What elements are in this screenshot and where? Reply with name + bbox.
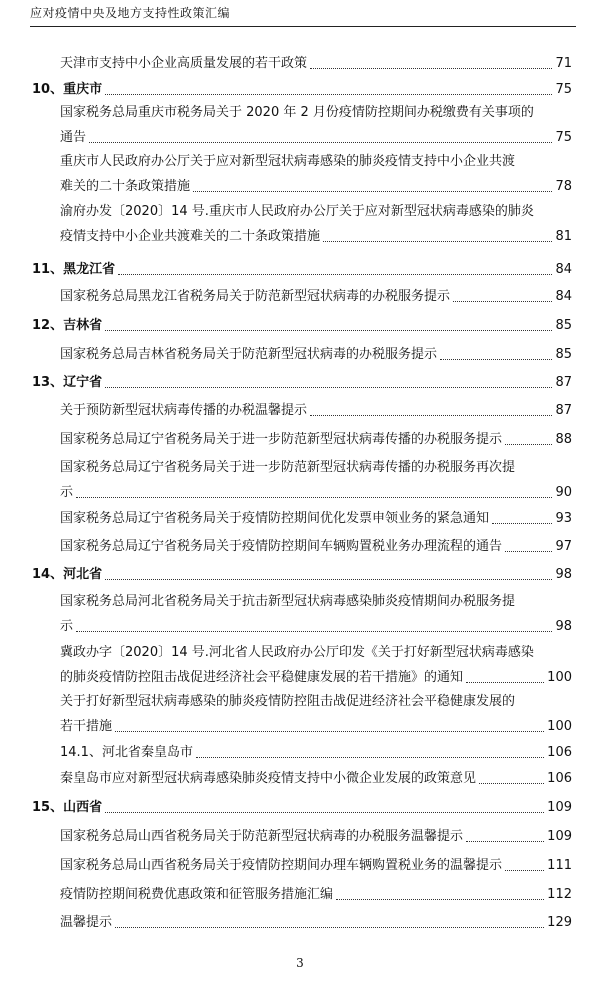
toc-page-number: 84	[555, 262, 572, 277]
toc-entry-title: 国家税务总局黑龙江省税务局关于防范新型冠状病毒的办税服务提示	[60, 289, 451, 304]
toc-page-number: 85	[555, 318, 572, 333]
running-header: 应对疫情中央及地方支持性政策汇编	[30, 6, 231, 20]
toc-entry-title: 关于打好新型冠状病毒感染的肺炎疫情防控阻击战促进经济社会平稳健康发展的	[60, 694, 516, 709]
dot-leader	[505, 870, 544, 871]
toc-page-number: 129	[547, 915, 572, 930]
dot-leader	[105, 812, 544, 813]
toc-page-number: 87	[555, 403, 572, 418]
toc-entry-title: 国家税务总局辽宁省税务局关于疫情防控期间优化发票申领业务的紧急通知	[60, 511, 490, 526]
toc-page-number: 87	[555, 375, 572, 390]
toc-entry-title: 12、吉林省	[32, 318, 103, 333]
toc-entry-title: 14.1、河北省秦皇岛市	[60, 745, 193, 760]
page-number: 3	[296, 956, 304, 970]
toc-entry-title: 国家税务总局河北省税务局关于抗击新型冠状病毒感染肺炎疫情期间办税服务提	[60, 594, 516, 609]
dot-leader	[453, 301, 552, 302]
toc-entry-title: 国家税务总局辽宁省税务局关于疫情防控期间车辆购置税业务办理流程的通告	[60, 539, 503, 554]
dot-leader	[492, 523, 552, 524]
dot-leader	[193, 191, 552, 192]
toc-entry-title: 10、重庆市	[32, 82, 103, 97]
toc-entry-title: 疫情支持中小企业共渡难关的二十条政策措施	[60, 229, 321, 244]
toc-entry-title: 国家税务总局山西省税务局关于疫情防控期间办理车辆购置税业务的温馨提示	[60, 858, 503, 873]
toc-page-number: 100	[547, 670, 572, 685]
dot-leader	[115, 927, 544, 928]
toc-entry-title: 若干措施	[60, 719, 113, 734]
toc-entry-title: 示	[60, 619, 74, 634]
dot-leader	[505, 444, 552, 445]
toc-entry-title: 难关的二十条政策措施	[60, 179, 191, 194]
dot-leader	[196, 757, 544, 758]
toc-entry-title: 天津市支持中小企业高质量发展的若干政策	[60, 56, 308, 71]
toc-entry-title: 的肺炎疫情防控阻击战促进经济社会平稳健康发展的若干措施》的通知	[60, 670, 464, 685]
dot-leader	[505, 551, 552, 552]
toc-entry-title: 国家税务总局吉林省税务局关于防范新型冠状病毒的办税服务提示	[60, 347, 438, 362]
toc-page-number: 112	[547, 887, 572, 902]
toc-page-number: 85	[555, 347, 572, 362]
toc-entry-title: 疫情防控期间税费优惠政策和征管服务措施汇编	[60, 887, 334, 902]
toc-page-number: 75	[555, 82, 572, 97]
toc-page-number: 98	[555, 567, 572, 582]
toc-page-number: 100	[547, 719, 572, 734]
toc-entry-title: 11、黑龙江省	[32, 262, 116, 277]
dot-leader	[89, 142, 552, 143]
dot-leader	[105, 579, 552, 580]
toc-page-number: 75	[555, 130, 572, 145]
toc-entry-title: 关于预防新型冠状病毒传播的办税温馨提示	[60, 403, 308, 418]
toc-entry-title: 重庆市人民政府办公厅关于应对新型冠状病毒感染的肺炎疫情支持中小企业共渡	[60, 154, 516, 169]
toc-page-number: 111	[547, 858, 572, 873]
dot-leader	[466, 841, 544, 842]
dot-leader	[440, 359, 552, 360]
toc-page-number: 109	[547, 829, 572, 844]
toc-page-number: 88	[555, 432, 572, 447]
toc-entry-title: 渝府办发〔2020〕14 号.重庆市人民政府办公厅关于应对新型冠状病毒感染的肺炎	[60, 204, 534, 219]
toc-page-number: 90	[555, 485, 572, 500]
dot-leader	[105, 94, 552, 95]
dot-leader	[118, 274, 552, 275]
toc-page-number: 84	[555, 289, 572, 304]
dot-leader	[76, 631, 552, 632]
toc-entry-title: 国家税务总局辽宁省税务局关于进一步防范新型冠状病毒传播的办税服务提示	[60, 432, 503, 447]
dot-leader	[479, 783, 544, 784]
dot-leader	[76, 497, 552, 498]
dot-leader	[115, 731, 544, 732]
toc-page-number: 106	[547, 745, 572, 760]
toc-page-number: 78	[555, 179, 572, 194]
dot-leader	[105, 330, 552, 331]
toc-page-number: 71	[555, 56, 572, 71]
dot-leader	[336, 899, 544, 900]
dot-leader	[310, 68, 552, 69]
toc-entry-title: 温馨提示	[60, 915, 113, 930]
toc-page-number: 106	[547, 771, 572, 786]
toc-page-number: 98	[555, 619, 572, 634]
toc-entry-title: 15、山西省	[32, 800, 103, 815]
toc-entry-title: 国家税务总局山西省税务局关于防范新型冠状病毒的办税服务温馨提示	[60, 829, 464, 844]
toc-page-number: 109	[547, 800, 572, 815]
toc-page-number: 97	[555, 539, 572, 554]
toc-entry-title: 国家税务总局辽宁省税务局关于进一步防范新型冠状病毒传播的办税服务再次提	[60, 460, 516, 475]
dot-leader	[466, 682, 544, 683]
toc-entry-title: 秦皇岛市应对新型冠状病毒感染肺炎疫情支持中小微企业发展的政策意见	[60, 771, 477, 786]
toc-entry-title: 国家税务总局重庆市税务局关于 2020 年 2 月份疫情防控期间办税缴费有关事项的	[60, 105, 534, 120]
toc-entry-title: 冀政办字〔2020〕14 号.河北省人民政府办公厅印发《关于打好新型冠状病毒感染	[60, 645, 534, 660]
dot-leader	[310, 415, 552, 416]
toc-entry-title: 14、河北省	[32, 567, 103, 582]
toc-entry-title: 通告	[60, 130, 87, 145]
toc-page-number: 93	[555, 511, 572, 526]
toc-entry-title: 13、辽宁省	[32, 375, 103, 390]
toc-entry-title: 示	[60, 485, 74, 500]
toc-page-number: 81	[555, 229, 572, 244]
dot-leader	[323, 241, 552, 242]
dot-leader	[105, 387, 552, 388]
